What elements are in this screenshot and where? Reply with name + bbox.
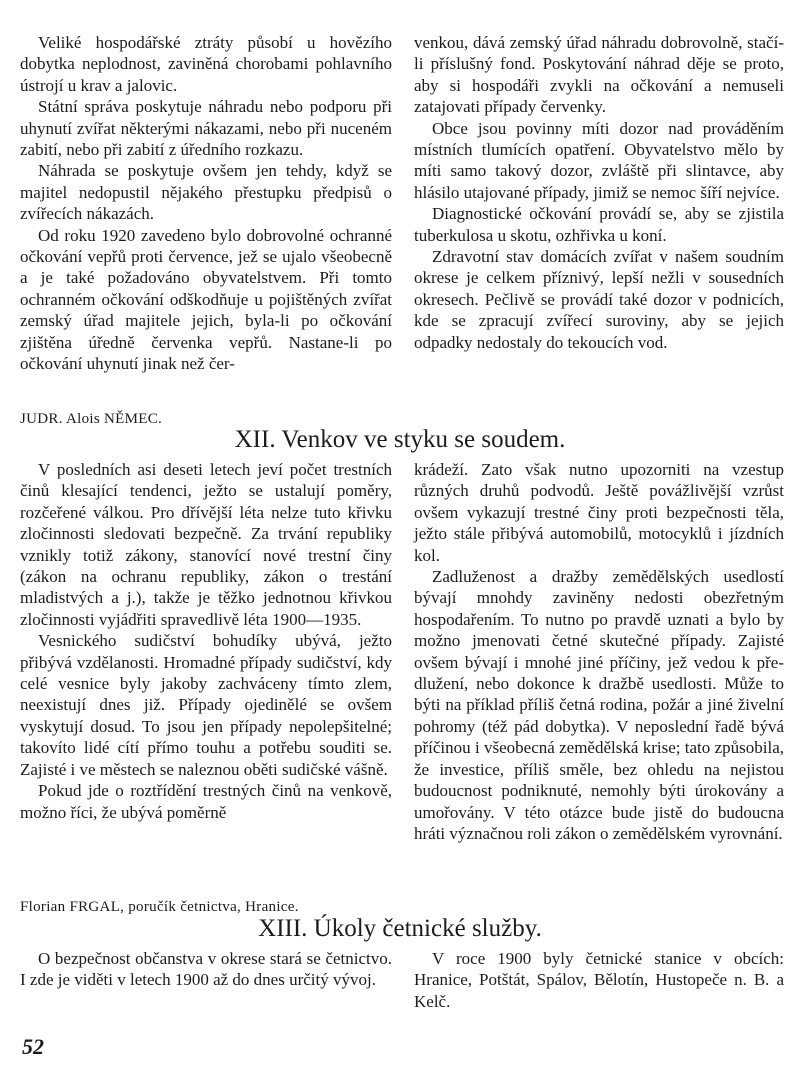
paragraph: Náhrada se poskytuje ovšem jen tehdy, když se majitel nedopustil nějakého přestupku předpisů o zvířecích nákazách. — [20, 161, 392, 224]
paragraph: Veliké hospodářské ztráty působí u hovězího dobytka neplodnost, zaviněná chorobami pohlavního ústrojí u krav a jalovic. — [20, 33, 392, 95]
section-xii-left-column — [20, 459, 392, 823]
paragraph: Diagnostické očkování provádí se, aby se zjistila tuberkulosa u skotu, ozhřivka u koní. — [414, 204, 784, 245]
top-left-column — [20, 32, 392, 375]
paragraph: Pokud jde o roztřídění trestných činů na venkově, možno říci, že ubývá poměrně — [20, 781, 392, 822]
top-right-column — [414, 32, 784, 353]
section-xii-right-column — [414, 459, 784, 844]
paragraph: Zadluženost a dražby zemědělských usedlostí bývají mnohdy zaviněny nedosti obezřetným hospodařením. To nutno po pravdě uznati a bylo by možno jmenovati četné skutečné případy. Zajisté ovšem bývají i mnohé jiné příčiny, jež vedou k předlužení, nebo dokonce k dražbě usedlosti. Může to býti na příklad příliš četná rodina, požár a jiné živelní pohromy (též pád dobytka). V neposlední řadě bývá příčinou i všeobecná zemědělská krise; tato způsobila, že investice, příliš směle, bez ohledu na nejistou budoucnost podniknuté, nemohly býti úrokovány a umořovány. V této otázce bude jistě do budoucna hráti význačnou roli zákon o zemědělském vyrovnání. — [414, 567, 784, 843]
section-xiii-author: Florian FRGAL, poručík četnictva, Hranice. — [20, 899, 299, 915]
section-xiii-left-column — [20, 948, 392, 991]
paragraph: Zdravotní stav domácích zvířat v našem soudním okrese je celkem příznivý, lepší nežli v sousedních okresech. Pečlivě se provádí také dozor v podnicích, kde se zpracují zvířecí suroviny, aby se jejich odpadky nedostaly do tekoucích vod. — [414, 247, 784, 352]
section-xiii-right-column — [414, 948, 784, 1012]
paragraph: Od roku 1920 zavedeno bylo dobrovolné ochranné očkování vepřů proti července, jež se ujalo všeobecně a je také požadováno obyvatelstvem. Při tomto ochranném očkování odškodňuje u pojištěných zvířat zemský úřad majitele jejich, byla-li po očkování zjištěna úředně červenka vepřů. Nastane-li po očkování uhynutí jinak než čer- — [20, 225, 392, 374]
paragraph: Obce jsou povinny míti dozor nad prováděním místních tlumících opatření. Obyvatelstvo mělo by míti samo takový dozor, zvláště při slintavce, aby hlásilo utajované případy, jimiž se nemoc šíří nejvíce. — [414, 118, 784, 202]
section-xii-heading: XII. Venkov ve styku se soudem. — [234, 426, 566, 453]
paragraph: krádeží. Zato však nutno upozorniti na vzestup různých druhů podvodů. Ještě povážlivější vzrůst ovšem vykazují trestné činy proti bezpečnosti těla, ježto stále přibývá automobilů, motocyklů i jízdních kol. — [414, 460, 784, 565]
paragraph: V roce 1900 byly četnické stanice v obcích: Hranice, Potštát, Spálov, Bělotín, Hustopeče n. B. a Kelč. — [414, 949, 784, 1011]
paragraph: Státní správa poskytuje náhradu nebo podporu při uhynutí zvířat některými nákazami, nebo při nuceném zabití, nebo při zabití z úředního rozkazu. — [20, 97, 392, 160]
section-xiii-heading: XIII. Úkoly četnické služby. — [258, 915, 542, 942]
page-number: 52 — [22, 1034, 44, 1059]
paragraph: V posledních asi deseti letech jeví počet trestních činů klesající tendenci, ježto se ustalují poměry, rozčeřené válkou. Pro dřívější léta nelze tuto křivku zločinnosti sledovati bezpečně. Za trvání republiky vznikly totiž zákony, stanovící nové trestní činy (zákon na ochranu republiky, zákon o trestání mladistvých a j.), takže je těžko jednotnou křivkou zločinnosti vyjádřiti spravedlivě léta 1900—1935. — [20, 460, 392, 629]
section-xii-author: JUDR. Alois NĚMEC. — [20, 411, 163, 427]
paragraph: O bezpečnost občanstva v okrese stará se četnictvo. I zde je viděti v letech 1900 až do dnes určitý vývoj. — [20, 949, 392, 990]
paragraph: Vesnického sudičství bohudíky ubývá, ježto přibývá vzdělanosti. Hromadné případy sudičství, kdy celé vesnice byly jakoby zachváceny tímto zlem, neexistují dnes již. Případy ojedinělé se ovšem vyskytují dosud. To jsou jen případy nepolepšitelné; takovíto lidé cítí přímo touhu a potřebu souditi se. Zajisté i ve městech se naleznou oběti sudičské vášně. — [20, 631, 392, 779]
paragraph: venkou, dává zemský úřad náhradu dobrovolně, stačí-li příslušný fond. Poskytování náhrad děje se proto, aby si hospodáři zvykli na očkování a nemuseli zatajovati případy červenky. — [414, 33, 784, 117]
